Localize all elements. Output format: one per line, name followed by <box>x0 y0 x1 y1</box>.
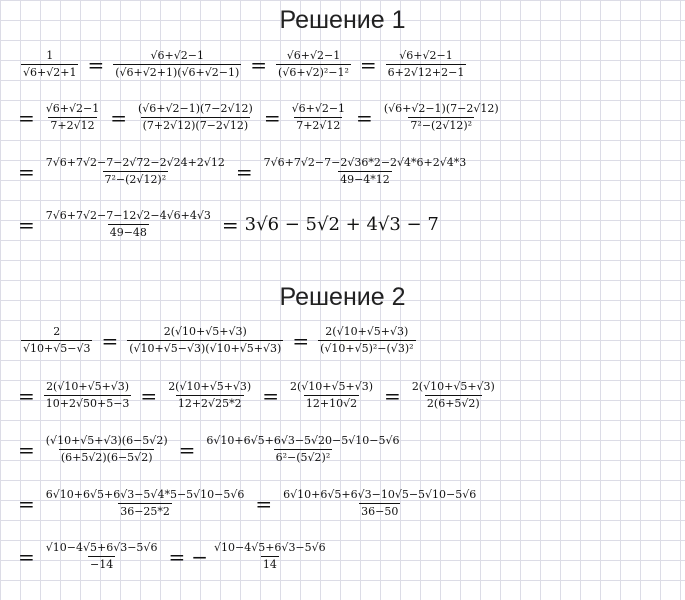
numerator: 2(√10+√5+√3) <box>163 325 247 338</box>
sol1-line-1 <box>18 50 469 79</box>
fraction <box>21 326 92 355</box>
equals-sign: = <box>140 383 158 408</box>
denominator: 49−48 <box>109 226 147 239</box>
heading-solution-2: Решение 2 <box>279 283 406 311</box>
equals-sign: = <box>255 491 273 516</box>
numerator: 6√10+6√5+6√3−5√4*5−5√10−5√6 <box>45 488 245 501</box>
denominator: 7²−(2√12)² <box>410 119 473 132</box>
denominator: 2(6+5√2) <box>426 397 480 410</box>
numerator: 2 <box>53 325 61 338</box>
numerator: 2(√10+√5+√3) <box>168 380 252 393</box>
final-result: 3√6 − 5√2 + 4√3 − 7 <box>244 213 439 235</box>
fraction <box>44 210 213 239</box>
denominator: 12+2√25*2 <box>177 397 242 410</box>
numerator: (√6+√2−1)(7−2√12) <box>383 102 499 115</box>
denominator: (√10+√5−√3)(√10+√5+√3) <box>129 342 282 355</box>
sol1-line-3 <box>18 157 471 186</box>
fraction <box>127 326 283 355</box>
numerator: √6+√2−1 <box>45 102 100 115</box>
numerator: 2(√10+√5+√3) <box>290 380 374 393</box>
equals-sign: = <box>384 383 401 408</box>
fraction <box>21 50 78 79</box>
fraction <box>276 50 351 79</box>
equals-sign: = <box>101 328 119 353</box>
equals-sign: = <box>18 159 35 184</box>
equals-sign: = <box>18 491 35 516</box>
fraction <box>166 381 253 410</box>
equals-sign: = <box>18 105 35 130</box>
numerator: 6√10+6√5+6√3−5√20−5√10−5√6 <box>206 434 400 447</box>
fraction <box>44 103 101 132</box>
fraction <box>44 489 247 518</box>
numerator: √6+√2−1 <box>150 49 204 62</box>
equals-sign: = <box>356 105 373 130</box>
denominator: 14 <box>262 558 277 571</box>
sol1-line-4 <box>18 210 439 239</box>
sol2-line-3 <box>18 435 405 464</box>
denominator: √10+√5−√3 <box>23 342 91 355</box>
fraction <box>113 50 241 79</box>
sol2-line-2 <box>18 381 500 410</box>
equals-sign: = <box>87 52 105 77</box>
numerator: √10−4√5+6√3−5√6 <box>45 541 158 554</box>
fraction <box>290 103 347 132</box>
equals-sign: = <box>250 52 268 77</box>
equals-sign: = <box>263 105 281 130</box>
denominator: (7+2√12)(7−2√12) <box>142 119 249 132</box>
sol2-line-4 <box>18 489 481 518</box>
numerator: √10−4√5+6√3−5√6 <box>213 541 326 554</box>
numerator: 2(√10+√5+√3) <box>46 380 130 393</box>
equals-sign: = <box>359 52 377 77</box>
fraction <box>44 381 132 410</box>
denominator: √6+√2+1 <box>23 66 77 79</box>
fraction <box>410 381 497 410</box>
denominator: (√6+√2+1)(√6+√2−1) <box>115 66 240 79</box>
denominator: (6+5√2)(6−5√2) <box>60 451 153 464</box>
fraction <box>204 435 401 464</box>
numerator: 7√6+7√2−7−12√2−4√6+4√3 <box>45 209 211 222</box>
numerator: 2(√10+√5+√3) <box>411 380 495 393</box>
fraction <box>44 542 160 571</box>
equals-sign: = <box>110 105 127 130</box>
fraction <box>281 489 478 518</box>
equals-sign: = <box>262 383 279 408</box>
numerator: (√6+√2−1)(7−2√12) <box>137 102 253 115</box>
equals-sign: = <box>168 544 186 569</box>
denominator: (√10+√5)²−(√3)² <box>320 342 414 355</box>
equals-sign: = <box>292 328 310 353</box>
denominator: 12+10√2 <box>305 397 358 410</box>
denominator: 6+2√12+2−1 <box>387 66 465 79</box>
minus-sign: − <box>191 544 208 569</box>
fraction <box>318 326 415 355</box>
fraction <box>262 157 469 186</box>
denominator: 36−25*2 <box>120 505 170 518</box>
numerator: 1 <box>46 49 54 62</box>
fraction <box>288 381 375 410</box>
numerator: 2(√10+√5+√3) <box>325 325 409 338</box>
numerator: 6√10+6√5+6√3−10√5−5√10−5√6 <box>283 488 477 501</box>
numerator: √6+√2−1 <box>291 102 346 115</box>
denominator: 7+2√12 <box>296 119 341 132</box>
fraction <box>386 50 467 79</box>
sol2-line-1 <box>18 326 419 355</box>
heading-solution-1: Решение 1 <box>279 6 406 34</box>
denominator: −14 <box>90 558 114 571</box>
fraction <box>382 103 501 132</box>
fraction <box>212 542 328 571</box>
fraction <box>44 157 227 186</box>
denominator: (√6+√2)²−1² <box>278 66 349 79</box>
numerator: √6+√2−1 <box>399 49 453 62</box>
equals-sign: = <box>18 544 35 569</box>
denominator: 49−4*12 <box>340 173 390 186</box>
equals-sign: = <box>18 212 35 237</box>
equals-sign: = <box>18 383 35 408</box>
equals-sign: = <box>18 437 35 462</box>
denominator: 10+2√50+5−3 <box>45 397 130 410</box>
numerator: (√10+√5+√3)(6−5√2) <box>45 434 168 447</box>
fraction <box>136 103 255 132</box>
denominator: 7²−(2√12)² <box>104 173 167 186</box>
equals-sign: = <box>221 212 239 237</box>
denominator: 6²−(5√2)² <box>275 451 331 464</box>
numerator: √6+√2−1 <box>286 49 341 62</box>
denominator: 36−50 <box>361 505 399 518</box>
sol1-line-2 <box>18 103 504 132</box>
equals-sign: = <box>235 159 253 184</box>
numerator: 7√6+7√2−7−2√72−2√24+2√12 <box>45 156 225 169</box>
equals-sign: = <box>178 437 196 462</box>
fraction <box>44 435 170 464</box>
sol2-line-5 <box>18 542 331 571</box>
denominator: 7+2√12 <box>50 119 95 132</box>
numerator: 7√6+7√2−7−2√36*2−2√4*6+2√4*3 <box>263 156 467 169</box>
